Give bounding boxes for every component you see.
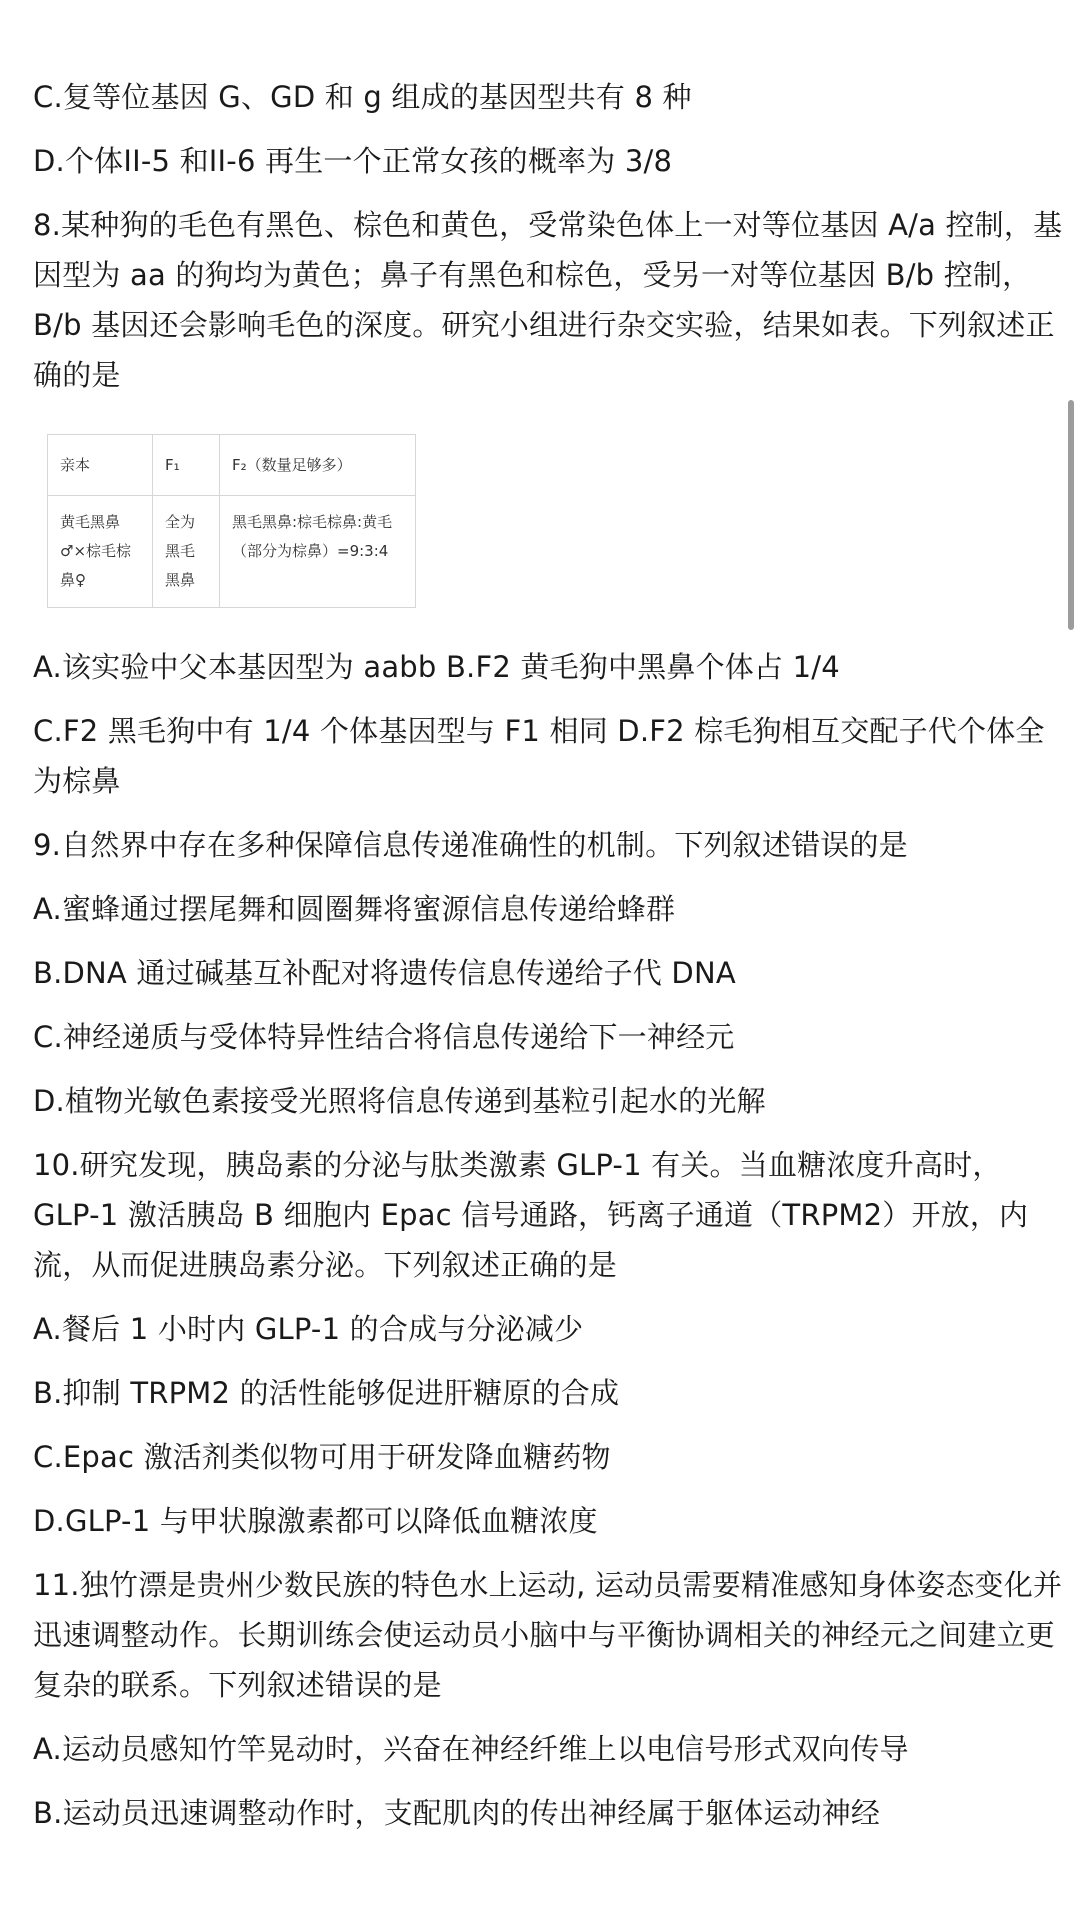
- q11-stem: 11.独竹漂是贵州少数民族的特色水上运动, 运动员需要精准感知身体姿态变化并迅速调整动作。长期训练会使运动员小脑中与平衡协调相关的神经元之间建立更复杂的联系。下列叙述错误的是: [33, 1568, 1063, 1702]
- table-header-f2: F₂（数量足够多）: [220, 435, 416, 496]
- q10-option-a: A.餐后 1 小时内 GLP-1 的合成与分泌减少: [33, 1312, 584, 1346]
- q10-option-c: C.Epac 激活剂类似物可用于研发降血糖药物: [33, 1440, 611, 1474]
- document-page: [33, 72, 1063, 1838]
- q8-options-ab: A.该实验中父本基因型为 aabb B.F2 黄毛狗中黑鼻个体占 1/4: [33, 650, 840, 684]
- q9-stem: 9.自然界中存在多种保障信息传递准确性的机制。下列叙述错误的是: [33, 828, 908, 862]
- q7-option-d: D.个体II-5 和II-6 再生一个正常女孩的概率为 3/8: [33, 144, 673, 178]
- cross-table-wrap: [47, 434, 1063, 608]
- q11-option-a: A.运动员感知竹竿晃动时，兴奋在神经纤维上以电信号形式双向传导: [33, 1732, 909, 1766]
- vertical-scrollbar[interactable]: [1068, 400, 1074, 630]
- q8-stem: 8.某种狗的毛色有黑色、棕色和黄色，受常染色体上一对等位基因 A/a 控制，基因型为 aa 的狗均为黄色；鼻子有黑色和棕色，受另一对等位基因 B/b 控制，B/b 基因还会影响毛色的深度。研究小组进行杂交实验，结果如表。下列叙述正确的是: [33, 208, 1063, 392]
- q10-stem: 10.研究发现，胰岛素的分泌与肽类激素 GLP-1 有关。当血糖浓度升高时，GLP-1 激活胰岛 B 细胞内 Epac 信号通路，钙离子通道（TRPM2）开放，内流，从而促进胰岛素分泌。下列叙述正确的是: [33, 1148, 1029, 1282]
- table-row: [48, 496, 416, 608]
- q7-option-c: C.复等位基因 G、GD 和 g 组成的基因型共有 8 种: [33, 80, 692, 114]
- table-header-row: [48, 435, 416, 496]
- q9-option-c: C.神经递质与受体特异性结合将信息传递给下一神经元: [33, 1020, 735, 1054]
- q10-option-b: B.抑制 TRPM2 的活性能够促进肝糖原的合成: [33, 1376, 620, 1410]
- table-cell-parents: 黄毛黑鼻♂×棕毛棕鼻♀: [48, 496, 153, 608]
- table-header-parents: 亲本: [48, 435, 153, 496]
- q9-option-b: B.DNA 通过碱基互补配对将遗传信息传递给子代 DNA: [33, 956, 736, 990]
- table-cell-f2: 黑毛黑鼻:棕毛棕鼻:黄毛（部分为棕鼻）=9:3:4: [220, 496, 416, 608]
- q9-option-d: D.植物光敏色素接受光照将信息传递到基粒引起水的光解: [33, 1084, 766, 1118]
- q9-option-a: A.蜜蜂通过摆尾舞和圆圈舞将蜜源信息传递给蜂群: [33, 892, 676, 926]
- cross-table: [47, 434, 416, 608]
- q8-options-cd: C.F2 黑毛狗中有 1/4 个体基因型与 F1 相同 D.F2 棕毛狗相互交配子代个体全为棕鼻: [33, 714, 1045, 798]
- q10-option-d: D.GLP-1 与甲状腺激素都可以降低血糖浓度: [33, 1504, 598, 1538]
- table-header-f1: F₁: [153, 435, 220, 496]
- table-cell-f1: 全为黑毛黑鼻: [153, 496, 220, 608]
- q11-option-b: B.运动员迅速调整动作时，支配肌肉的传出神经属于躯体运动神经: [33, 1796, 881, 1830]
